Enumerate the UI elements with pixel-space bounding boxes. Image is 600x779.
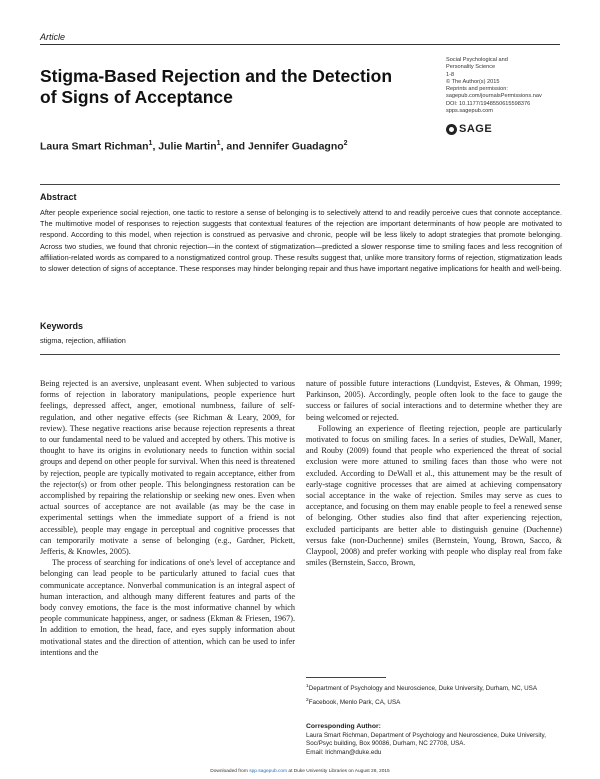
author-name: Laura Smart Richman: [40, 140, 149, 153]
keywords-heading: Keywords: [40, 321, 84, 331]
corresponding-heading: Corresponding Author:: [306, 723, 381, 730]
sage-logo-icon: [446, 124, 457, 135]
footnote: [306, 697, 562, 708]
footer-suffix: at Duke University Libraries on August 28, 2015: [287, 769, 390, 774]
body-paragraph: nature of possible future interactions (Lundqvist, Esteves, & Ohman, 1999; Parkinson, 2005). Accordingly, people often look to the face to gauge the success or failures of social interactions and to determine whether they are being welcomed or rejected.: [306, 379, 562, 422]
author-separator: ,: [152, 140, 159, 153]
affiliation-footnotes: [306, 683, 562, 707]
footer-link[interactable]: spp.sagepub.com: [249, 769, 288, 774]
keywords-rule: [40, 354, 560, 355]
reprints-label: Reprints and permission:: [446, 86, 508, 93]
header-rule: [40, 44, 560, 45]
journal-name-line: Social Psychological and: [446, 57, 508, 63]
author-separator: , and: [220, 140, 248, 153]
affiliation-marker: 1: [216, 140, 221, 147]
footnote-number: 1: [306, 684, 309, 689]
abstract-text: After people experience social rejection, one tactic to restore a sense of belonging is to selectively attend to and readily perceive cues that connote acceptance. The multimotive model of responses to rejection suggests that contextual features of the rejection are important determinants of how people are motivated to respond. According to this model, when rejection is construed as pervasive and chronic, people will be less likely to adopt strategies that promote belonging. Across two studies, we found that chronic rejection—in the context of stigmatization—predicted a slower response time to smiling faces and less recognition of affiliation-related words as compared to a nonstigmatized control group. These results suggest that, unlike more transitory forms of rejection, stigmatization leads to slower detection of signs of acceptance. These responses may hinder belonging repair and thus have important negative implications for health and well-being.: [40, 208, 562, 274]
body-paragraph: Following an experience of fleeting rejection, people are particularly motivated to focus on smiling faces. In a series of studies, DeWall, Maner, and Rouby (2009) found that people who experienced the threat of social exclusion were more attuned to smiling faces than those who were not excluded. According to DeWall et al., this attunement may be the result of early-stage cognitive processes that are aimed at achieving compensatory social acceptance in the wake of rejection. Smiles may serve as cues to acceptance, and focusing on them may enable people to feel a renewed sense of belonging. Other studies also find that after experiencing rejection, excluded participants are better able to distinguish genuine (Duchenne) versus fake (non-Duchenne) smiles (Bernstein, Young, Brown, Sacco, & Claypool, 2008) and prefer working with people who display real from fake smiles (Bernstein, Sacco, Brown,: [306, 423, 562, 568]
footnote-number: 2: [306, 697, 309, 703]
corresponding-author: [306, 723, 562, 757]
publisher-logo-text: SAGE: [459, 123, 493, 135]
publisher-logo: [446, 123, 492, 135]
body-column-left: [40, 378, 295, 658]
author-name: Julie Martin: [158, 140, 217, 153]
footnote-rule: [306, 677, 386, 678]
corresponding-email[interactable]: Email: lrichman@duke.edu: [306, 748, 382, 756]
journal-info: [446, 57, 566, 115]
footnote-text: Department of Psychology and Neuroscience, Duke University, Durham, NC, USA: [308, 685, 538, 693]
footer-prefix: Downloaded from: [210, 769, 250, 774]
doi[interactable]: DOI: 10.1177/1948550615598376: [446, 100, 531, 107]
abstract-heading: Abstract: [40, 192, 77, 202]
copyright: © The Author(s) 2015: [446, 78, 500, 85]
download-footer: [0, 769, 600, 774]
journal-name-line: Personality Science: [446, 64, 496, 71]
body-paragraph: Being rejected is an aversive, unpleasant event. When subjected to various forms of rejection in laboratory manipulations, people experience hurt feelings, depressed affect, anger, emotional numbness, failure of self-regulation, and other negative effects (see Richman & Leary, 2009, for review). These negative reactions arise because rejection represents a threat to our fundamental need to be valued and accepted by others. This motive is thought to have its origins in evolutionary needs to function within social groups and depend on other people for survival. When this need is threatened by rejection, people are typically motivated to regain acceptance, either from the rejector(s) or from other people. This belongingness restoration can be accomplished by repairing the relationship or seeking new ones. Even when actual sources of acceptance are not available (as may be the case in experimental settings when the immediate support of a friend is not accessible), people may engage in perceptual and cognitive processes that can temporarily motivate a sense of belonging (e.g., Gardner, Pickett, Jefferis, & Knowles, 2005).: [40, 379, 295, 557]
keywords-text: stigma, rejection, affiliation: [40, 336, 126, 345]
journal-site-link[interactable]: spps.sagepub.com: [446, 108, 493, 115]
corresponding-address: Laura Smart Richman, Department of Psychology and Neuroscience, Duke University, Soc/Psyc building, Box 90086, Durham, NC 27708, USA.: [306, 731, 546, 748]
article-type-label: Article: [40, 32, 66, 42]
affiliation-marker: 2: [343, 140, 348, 147]
affiliation-marker: 1: [148, 140, 153, 147]
body-paragraph: The process of searching for indications of one's level of acceptance and belonging can lead people to be particularly attuned to facial cues that communicate acceptance. Nonverbal communication is an integral aspect of human interaction, and although many different features and parts of the body convey emotions, the face is the most informative channel by which people communicate happiness, anger, or sadness (Ekman & Friesen, 1967). In addition to emotion, the head, face, and eyes supply information about motivational states and the direction of attention, which can be used to infer intentions and the: [40, 558, 295, 657]
footnote-text: Facebook, Menlo Park, CA, USA: [308, 698, 401, 706]
body-column-right: [306, 378, 562, 568]
author-list: [40, 140, 450, 153]
author-name: Jennifer Guadagno: [247, 140, 344, 153]
page-range: 1-8: [446, 71, 455, 78]
permissions-link[interactable]: sagepub.com/journalsPermissions.nav: [446, 93, 542, 100]
abstract-rule: [40, 184, 560, 185]
paper-title: Stigma-Based Rejection and the Detection of Signs of Acceptance: [40, 66, 393, 107]
footnote: [306, 683, 562, 694]
